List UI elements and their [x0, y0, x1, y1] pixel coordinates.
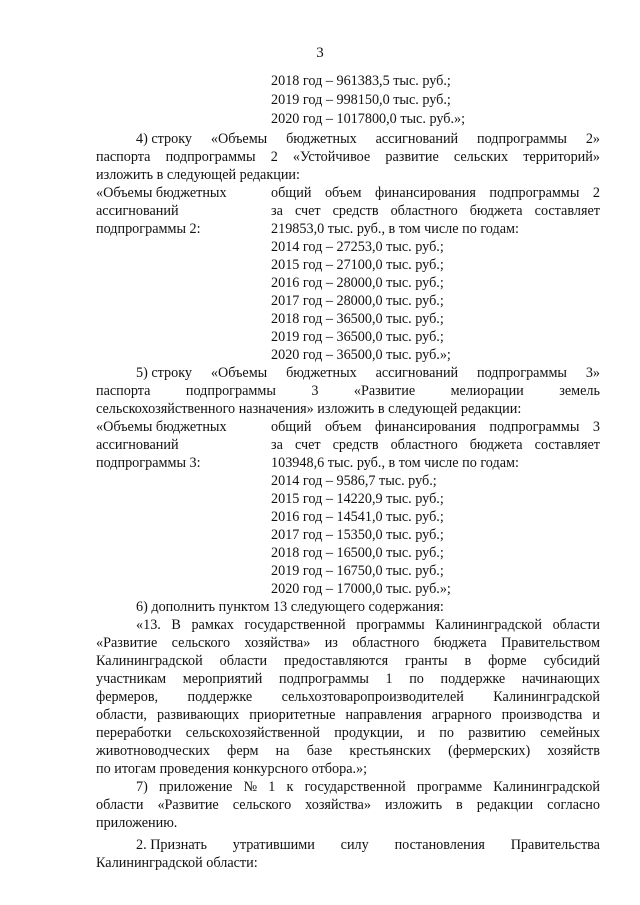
year-line: 2019 год – 16750,0 тыс. руб.;	[271, 563, 444, 579]
item-4-line-2: паспорта подпрограммы 2 «Устойчивое развитие сельских территорий»	[96, 149, 600, 165]
year-line: 2014 год – 9586,7 тыс. руб.;	[271, 473, 437, 489]
year-line: 2018 год – 36500,0 тыс. руб.;	[271, 311, 444, 327]
year-line: 2015 год – 14220,9 тыс. руб.;	[271, 491, 444, 507]
document-page: 3 2018 год – 961383,5 тыс. руб.; 2019 год – 998150,0 тыс. руб.; 2020 год – 1017800,0 тыс. руб.»; 4) строку «Объемы бюджетных ассигнований подпрограммы 2» паспорта подпрограммы 2 «Устойчивое развитие сельских территорий» изложить в следующей редакции: «Объемы бюджетных ассигнований подпрограммы 2: общий объем финансирования подпрограммы 2 за счет средств областного бюджета составляет 219853,0 тыс. руб., в том числе по годам: 2014 год – 27253,0 тыс. руб.; 2015 год – 27100,0 тыс. руб.; 2016 год – 28000,0 тыс. руб.; 2017 год – 28000,0 тыс. руб.; 2018 год – 36500,0 тыс. руб.; 2019 год – 36500,0 тыс. руб.; 2020 год – 36500,0 тыс. руб.»; 5) строку «Объемы бюджетных ассигнований подпрограммы 3» паспорта подпрограммы 3 «Развитие мелиорации земель сельскохозяйственного назначения» изложить в следующей редакции: «Объемы бюджетных ассигнований подпрограммы 3: общий объем финансирования подпрограммы 3 за счет средств областного бюджета составляет 103948,6 тыс. руб., в том числе по годам: 2014 год – 9586,7 тыс. руб.; 2015 год – 14220,9 тыс. руб.; 2016 год – 14541,0 тыс. руб.; 2017 год – 15350,0 тыс. руб.; 2018 год – 16500,0 тыс. руб.; 2019 год – 16750,0 тыс. руб.; 2020 год – 17000,0 тыс. руб.»; 6) дополнить пунктом 13 следующего содержания: «13. В рамках государственной программы Калининградской области «Развитие сельского хозяйства» из областного бюджета Правительством Калининградской области предоставляются гранты в форме субсидий участникам мероприятий подпрограммы 1 по поддержке начинающих фермеров, поддержке сельхозтоваропроизводителей Калининградской области, развивающих приоритетные направления аграрного производства и переработки сельскохозяйственной продукции, и по развитию семейных животноводческих ферм на базе крестьянских (фермерских) хозяйств по итогам проведения конкурсного отбора.»; 7) приложение № 1 к государственной программе Калининградской области «Развитие сельского хозяйства» изложить в редакции согласно приложению. 2. Признать утратившими силу постановления Правительства Калининградской области:	[0, 0, 640, 905]
year-line: 2019 год – 998150,0 тыс. руб.;	[271, 92, 451, 108]
year-line: 2017 год – 15350,0 тыс. руб.;	[271, 527, 444, 543]
paragraph-line: области, развивающих приоритетные направления аграрного производства и	[96, 707, 600, 723]
item-5-line-2: паспорта подпрограммы 3 «Развитие мелиорации земель	[96, 383, 600, 399]
paragraph-line: фермеров, поддержке сельхозтоваропроизводителей Калининградской	[96, 689, 600, 705]
item-5-line-3: сельскохозяйственного назначения» изложить в следующей редакции:	[96, 401, 522, 417]
paragraph-line: «13. В рамках государственной программы Калининградской области	[136, 617, 600, 633]
year-line: 2020 год – 1017800,0 тыс. руб.»;	[271, 111, 466, 127]
paragraph-line: животноводческих ферм на базе крестьянских (фермерских) хозяйств	[96, 743, 600, 759]
year-line: 2018 год – 16500,0 тыс. руб.;	[271, 545, 444, 561]
paragraph-line: участникам мероприятий подпрограммы 1 по поддержке начинающих	[96, 671, 600, 687]
page-number: 3	[316, 45, 324, 61]
year-line: 2019 год – 36500,0 тыс. руб.;	[271, 329, 444, 345]
year-line: 2020 год – 36500,0 тыс. руб.»;	[271, 347, 451, 363]
year-line: 2016 год – 14541,0 тыс. руб.;	[271, 509, 444, 525]
item-6-line-1: 6) дополнить пунктом 13 следующего содержания:	[136, 599, 444, 615]
item-4-line-3: изложить в следующей редакции:	[96, 167, 300, 183]
year-line: 2018 год – 961383,5 тыс. руб.;	[271, 73, 451, 89]
paragraph-line: области «Развитие сельского хозяйства» изложить в редакции согласно	[96, 797, 600, 813]
paragraph-line: Калининградской области:	[96, 855, 258, 871]
item-4-line-1: 4) строку «Объемы бюджетных ассигнований подпрограммы 2»	[136, 131, 600, 147]
year-line: 2015 год – 27100,0 тыс. руб.;	[271, 257, 444, 273]
paragraph-line: Калининградской области предоставляются гранты в форме субсидий	[96, 653, 600, 669]
paragraph-line: приложению.	[96, 815, 178, 831]
paragraph-line: 7) приложение № 1 к государственной программе Калининградской	[136, 779, 600, 795]
paragraph-line: переработки сельскохозяйственной продукции, и по развитию семейных	[96, 725, 600, 741]
item-5-line-1: 5) строку «Объемы бюджетных ассигнований подпрограммы 3»	[136, 365, 600, 381]
year-line: 2017 год – 28000,0 тыс. руб.;	[271, 293, 444, 309]
paragraph-line: по итогам проведения конкурсного отбора.»;	[96, 761, 368, 777]
year-line: 2014 год – 27253,0 тыс. руб.;	[271, 239, 444, 255]
year-line: 2016 год – 28000,0 тыс. руб.;	[271, 275, 444, 291]
paragraph-line: 2. Признать утратившими силу постановления Правительства	[136, 837, 600, 853]
paragraph-line: «Развитие сельского хозяйства» из областного бюджета Правительством	[96, 635, 600, 651]
year-line: 2020 год – 17000,0 тыс. руб.»;	[271, 581, 451, 597]
